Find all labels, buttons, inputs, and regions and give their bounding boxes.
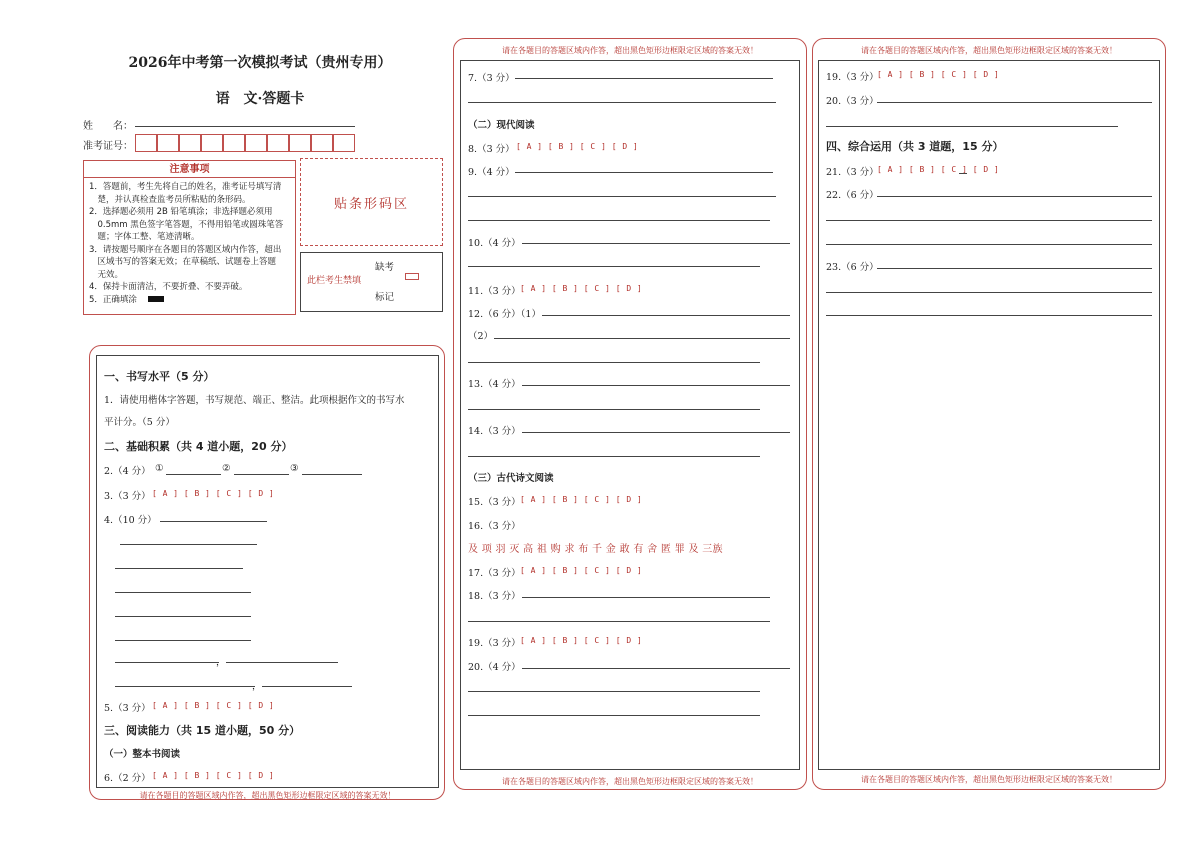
q20-answer-line[interactable] bbox=[468, 691, 760, 692]
notice-list bbox=[84, 178, 295, 306]
q4-answer-line[interactable] bbox=[115, 568, 243, 569]
q21-extra-line[interactable] bbox=[959, 173, 967, 174]
q10-label: 10.（4 分） bbox=[468, 238, 521, 249]
notice-line: 2．选择题必须用 2B 铅笔填涂；非选择题必须用 bbox=[89, 207, 273, 217]
notice-line: 无效。 bbox=[89, 269, 124, 280]
notice-line: 1．答题前，考生先将自己的姓名，准考证号填写清 bbox=[89, 182, 282, 192]
q6-label: 6.（2 分） bbox=[104, 773, 151, 784]
q20b-answer-line[interactable] bbox=[826, 126, 1118, 127]
section-2-title: 二、基础积累（共 4 道小题，20 分） bbox=[104, 440, 293, 453]
notice-line: 4．保持卡面清洁，不要折叠、不要弄破。 bbox=[89, 282, 248, 292]
q5-label: 5.（3 分） bbox=[104, 703, 151, 714]
q4-answer-line[interactable] bbox=[120, 544, 257, 545]
q9-answer-line[interactable] bbox=[515, 172, 773, 173]
q4-answer-line[interactable] bbox=[115, 662, 219, 663]
subsection-2-title: （二）现代阅读 bbox=[468, 120, 535, 131]
notice-line: 区域书写的答案无效；在草稿纸、试题卷上答题 bbox=[89, 257, 277, 267]
q17-label: 17.（3 分） bbox=[468, 568, 521, 579]
q18-answer-line[interactable] bbox=[468, 621, 770, 622]
q20b-answer-line[interactable] bbox=[877, 102, 1152, 103]
q3-label: 3.（3 分） bbox=[104, 491, 151, 502]
q23-label: 23.（6 分） bbox=[826, 262, 879, 273]
q3-options[interactable]: [ A ] [ B ] [ C ] [ D ] bbox=[152, 489, 275, 498]
warning-col3-top: 请在各题目的答题区域内作答，超出黑色矩形边框限定区域的答案无效！ bbox=[861, 46, 1117, 55]
absent-box bbox=[300, 252, 443, 312]
q23-answer-line[interactable] bbox=[826, 315, 1152, 316]
q8-options[interactable]: [ A ] [ B ] [ C ] [ D ] bbox=[516, 142, 639, 151]
notice-line: 题；字体工整、笔迹清晰。 bbox=[89, 232, 200, 242]
q6-options[interactable]: [ A ] [ B ] [ C ] [ D ] bbox=[152, 771, 275, 780]
q11-label: 11.（3 分） bbox=[468, 286, 521, 297]
q7-label: 7.（3 分） bbox=[468, 73, 515, 84]
q20b-label: 20.（3 分） bbox=[826, 96, 879, 107]
q4-answer-line[interactable] bbox=[262, 686, 352, 687]
q2-answer-1[interactable] bbox=[166, 474, 221, 475]
q20-answer-line[interactable] bbox=[522, 668, 790, 669]
q19-options[interactable]: [ A ] [ B ] [ C ] [ D ] bbox=[520, 636, 643, 645]
q2-mark-2: ② bbox=[222, 463, 231, 474]
subject-title: 语 文·答题卡 bbox=[215, 91, 305, 107]
q18-label: 18.（3 分） bbox=[468, 591, 521, 602]
q2-mark-1: ① bbox=[155, 463, 164, 474]
warning-col2-top: 请在各题目的答题区域内作答，超出黑色矩形边框限定区域的答案无效！ bbox=[502, 46, 758, 55]
warning-col3-bottom: 请在各题目的答题区域内作答，超出黑色矩形边框限定区域的答案无效！ bbox=[861, 775, 1117, 784]
q22-answer-line[interactable] bbox=[826, 244, 1152, 245]
q1-text-line1: 1．请使用楷体字答题，书写规范、端正、整洁。此项根据作文的书写水 bbox=[104, 395, 405, 406]
q4-answer-line[interactable] bbox=[115, 686, 255, 687]
subsection-1-title: （一）整本书阅读 bbox=[104, 749, 181, 760]
q4-answer-line[interactable] bbox=[115, 640, 251, 641]
q4-answer-line[interactable] bbox=[160, 521, 267, 522]
q21-label: 21.（3 分） bbox=[826, 167, 879, 178]
q5-options[interactable]: [ A ] [ B ] [ C ] [ D ] bbox=[152, 701, 275, 710]
q16-label: 16.（3 分） bbox=[468, 521, 521, 532]
exam-title: 2026年中考第一次模拟考试（贵州专用） bbox=[128, 55, 392, 71]
q4-answer-line[interactable] bbox=[226, 662, 338, 663]
q12-part2-label: （2） bbox=[468, 331, 494, 342]
notice-box bbox=[83, 160, 296, 315]
q14-label: 14.（3 分） bbox=[468, 426, 521, 437]
q13-answer-line[interactable] bbox=[522, 385, 790, 386]
q15-options[interactable]: [ A ] [ B ] [ C ] [ D ] bbox=[520, 495, 643, 504]
q4-answer-line[interactable] bbox=[115, 592, 251, 593]
absent-mark-bottom: 标记 bbox=[375, 292, 395, 303]
name-field[interactable] bbox=[135, 126, 355, 127]
q22-label: 22.（6 分） bbox=[826, 190, 879, 201]
section-1-title: 一、书写水平（5 分） bbox=[104, 370, 215, 383]
notice-line: 楚，并认真检查监考员所粘贴的条形码。 bbox=[89, 194, 251, 205]
warning-col2-bottom: 请在各题目的答题区域内作答，超出黑色矩形边框限定区域的答案无效！ bbox=[502, 777, 758, 786]
warning-col1: 请在各题目的答题区域内作答，超出黑色矩形边框限定区域的答案无效！ bbox=[139, 791, 396, 800]
q2-mark-3: ③ bbox=[290, 463, 299, 474]
q12-answer-line[interactable] bbox=[542, 315, 790, 316]
q10-answer-line[interactable] bbox=[468, 266, 760, 267]
q22-answer-line[interactable] bbox=[826, 220, 1152, 221]
q12-answer-line[interactable] bbox=[494, 338, 790, 339]
q2-label: 2.（4 分） bbox=[104, 466, 151, 477]
q12-label: 12.（6 分）（1） bbox=[468, 309, 541, 320]
q9-answer-line[interactable] bbox=[468, 220, 770, 221]
q19-label: 19.（3 分） bbox=[468, 638, 521, 649]
q13-answer-line[interactable] bbox=[468, 409, 760, 410]
notice-line: 0.5mm 黑色签字笔答题，不得用铅笔或圆珠笔答 bbox=[89, 219, 284, 230]
q4-label: 4.（10 分） bbox=[104, 515, 157, 526]
absent-checkbox[interactable] bbox=[405, 273, 419, 280]
name-label: 姓 名： bbox=[83, 121, 133, 132]
q1-text-line2: 平计分。（5 分） bbox=[104, 417, 175, 428]
q11-options[interactable]: [ A ] [ B ] [ C ] [ D ] bbox=[520, 284, 643, 293]
correct-fill-label: 5．正确填涂 bbox=[89, 294, 137, 305]
section-3-title: 三、阅读能力（共 15 道小题，50 分） bbox=[104, 724, 301, 737]
q23-answer-line[interactable] bbox=[826, 292, 1152, 293]
q13-label: 13.（4 分） bbox=[468, 379, 521, 390]
q23-answer-line[interactable] bbox=[877, 268, 1152, 269]
q2-answer-3[interactable] bbox=[302, 474, 362, 475]
q7-answer-line[interactable] bbox=[515, 78, 773, 79]
q20-answer-line[interactable] bbox=[468, 715, 760, 716]
section-4-title: 四、综合运用（共 3 道题，15 分） bbox=[826, 140, 1004, 153]
id-label: 准考证号： bbox=[83, 141, 133, 152]
q8-label: 8.（3 分） bbox=[468, 144, 515, 155]
notice-line: 3．请按题号顺序在各题目的答题区域内作答，超出 bbox=[89, 244, 282, 255]
absent-mark-top: 缺考 bbox=[375, 262, 395, 273]
q4-comma: ， bbox=[216, 657, 226, 668]
absent-label: 此栏考生禁填 bbox=[307, 276, 362, 286]
q19b-options[interactable]: [ A ] [ B ] [ C ] [ D ] bbox=[877, 70, 1000, 79]
q14-answer-line[interactable] bbox=[468, 456, 760, 457]
q14-answer-line[interactable] bbox=[522, 432, 790, 433]
q22-answer-line[interactable] bbox=[877, 196, 1152, 197]
id-number-boxes[interactable] bbox=[135, 134, 355, 152]
q9-label: 9.（4 分） bbox=[468, 167, 515, 178]
q12-answer-line[interactable] bbox=[468, 362, 760, 363]
q2-answer-2[interactable] bbox=[234, 474, 289, 475]
q15-label: 15.（3 分） bbox=[468, 497, 521, 508]
notice-line bbox=[89, 294, 291, 307]
q4-comma: ， bbox=[252, 681, 262, 692]
subsection-3-title: （三）古代诗文阅读 bbox=[468, 473, 554, 484]
q4-answer-line[interactable] bbox=[115, 616, 251, 617]
q21-options[interactable]: [ A ] [ B ] [ C ] [ D ] bbox=[877, 165, 1000, 174]
q20-label: 20.（4 分） bbox=[468, 662, 521, 673]
barcode-label: 贴条形码区 bbox=[333, 196, 409, 212]
notice-title: 注意事项 bbox=[84, 161, 295, 178]
correct-fill-sample bbox=[148, 296, 164, 302]
q19b-label: 19.（3 分） bbox=[826, 72, 879, 83]
q18-answer-line[interactable] bbox=[522, 597, 770, 598]
q9-answer-line[interactable] bbox=[468, 196, 776, 197]
q10-answer-line[interactable] bbox=[522, 243, 790, 244]
q17-options[interactable]: [ A ] [ B ] [ C ] [ D ] bbox=[520, 566, 643, 575]
q16-sentence[interactable]: 及 项 羽 灭 高 祖 购 求 布 千 金 敢 有 舍 匿 罪 及 三族 bbox=[468, 544, 723, 555]
barcode-area bbox=[300, 158, 443, 246]
q7-answer-line[interactable] bbox=[468, 102, 776, 103]
